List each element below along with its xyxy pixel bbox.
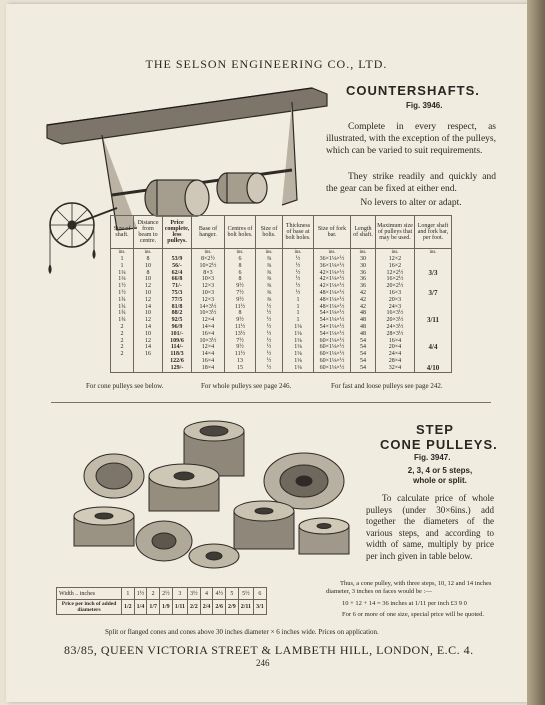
fork-bar-column: 36×1⅛×½ 36×1⅛×½ 42×1⅛×½ 42×1⅛×½ 42×1⅛×½ 48×1⅛×½ 48×1⅛×½ 48×1⅛×½ 54×1⅛×½ 54×1⅛×½ 54×1⅛×½ 54×1⅛×½ 60×1⅛×½ 60×1⅛×½ 60×1⅛×½ 60×1⅛×½ 60×1⅛×½ [314, 256, 351, 372]
price-cell: 3/1 [254, 600, 267, 615]
page-header: THE SELSON ENGINEERING CO., LTD. [145, 57, 388, 71]
unit-cell: ins. [192, 249, 225, 257]
width-cell: 3 [172, 588, 187, 600]
price-cell: 2/2 [188, 600, 201, 615]
col-header: Maximum size of pulleys that may be used. [376, 216, 415, 249]
distance-column: 8 10 8 10 12 10 12 14 10 12 14 10 12 14 16 [134, 256, 163, 372]
catalogue-page [6, 4, 527, 702]
max-pulley-column: 12×2 16×2 12×2½ 16×2½ 20×2½ 16×3 20×3 24×3 16×3½ 20×3½ 24×3½ 28×3½ 16×4 20×4 24×4 28×4 32×4 [376, 256, 415, 372]
size-of-bolts-column: ⅜ ⅜ ⅜ ⅜ ⅜ ⅜ ⅜ ½ ½ ½ ½ ½ ½ ½ ½ ½ ½ [256, 256, 283, 372]
size-of-shaft-column: 1 1 1¼ 1¼ 1½ 1½ 1¾ 1¾ 1¾ 1¾ 2 2 2 2 2 [111, 256, 134, 372]
width-cell: 3½ [188, 588, 201, 600]
width-cell: 1 [122, 588, 135, 600]
split-cones-note: Split or flanged cones and cones above 30 inches diameter × 6 inches wide. Prices on application. [105, 628, 379, 636]
price-cell: 2/4 [200, 600, 213, 615]
price-cell: 1/2 [122, 600, 135, 615]
unit-cell: ins. [351, 249, 376, 257]
width-cell: 4 [200, 588, 213, 600]
col-header: Size of shaft. [111, 216, 134, 249]
base-of-hanger-column: 8×2½ 10×2½ 8×3 10×3 12×3 10×3 12×3 14×3½ 10×3½ 12×4 14×4 16×4 10×3½ 12×4 14×4 16×4 18×4 [192, 256, 225, 372]
col-header: Centres of bolt holes. [225, 216, 256, 249]
price-column: 53/9 56/- 62/4 66/8 71/- 75/3 77/5 81/8 88/2 92/5 96/9 101/- 109/6 114/- 118/3 122/6 129/- [163, 256, 192, 372]
width-cell: 5½ [238, 588, 253, 600]
price-cell: 1/4 [134, 600, 147, 615]
price-cell: 1/11 [172, 600, 187, 615]
price-cell: 2/6 [213, 600, 226, 615]
width-cell: 2½ [160, 588, 173, 600]
thickness-column: ½ ½ ½ ½ ½ ½ 1 1 1 1 1⅛ 1⅛ 1⅛ 1⅛ 1⅛ 1⅛ 1⅛ [283, 256, 314, 372]
price-cell: 1/9 [160, 600, 173, 615]
example-line-1: Thus, a cone pulley, with three steps, 10, 12 and 14 inches diameter, 3 inches on faces would be :— [326, 580, 492, 595]
step-cone-subtitle [390, 466, 490, 486]
width-cell: 1½ [134, 588, 147, 600]
step-cone-subtitle-line-2: whole or split. [413, 476, 467, 485]
step-cone-pulleys-illustration [54, 416, 364, 581]
countershafts-paragraph-3: No levers to alter or adapt. [360, 198, 462, 208]
unit-cell [163, 249, 192, 257]
prices-label: Price per inch of added diameters [57, 600, 122, 615]
unit-cell: ins. [111, 249, 134, 257]
countershafts-spec-table [110, 215, 452, 373]
step-cone-figure-number: Fig. 3947. [414, 453, 451, 462]
unit-cell: ins. [134, 249, 163, 257]
width-cell: 5 [226, 588, 239, 600]
width-cell: 4½ [213, 588, 226, 600]
example-line-2: 10 + 12 + 14 = 36 inches at 1/11 per inch £3 9 0 [342, 600, 467, 607]
price-cell: 2/9 [226, 600, 239, 615]
col-header: Distance from beam to centre. [134, 216, 163, 249]
col-header: Length of shaft. [351, 216, 376, 249]
col-header: Size of fork bar. [314, 216, 351, 249]
bolt-centres-column: 6 8 6 8 9½ 7½ 9½ 11½ 8 9½ 11½ 13½ 7½ 9½ 11½ 13 15 [225, 256, 256, 372]
unit-cell: ins. [256, 249, 283, 257]
widths-label: Width .. inches [57, 588, 122, 600]
countershafts-title: COUNTERSHAFTS. [346, 83, 480, 98]
whole-pulleys-note: For whole pulleys see page 246. [201, 382, 292, 390]
footer-address: 83/85, QUEEN VICTORIA STREET & LAMBETH HILL, LONDON, E.C. 4. [64, 643, 474, 657]
width-cell: 6 [254, 588, 267, 600]
unit-cell: ins. [415, 249, 452, 257]
example-line-3: For 6 or more of one size, special price will be quoted. [342, 611, 485, 618]
countershafts-paragraph-1: Complete in every respect, as illustrated, with the exception of the pulleys, which can be varied to suit requirements. [326, 122, 496, 156]
price-cell: 2/11 [238, 600, 253, 615]
step-cone-subtitle-line-1: 2, 3, 4 or 5 steps, [407, 466, 473, 475]
width-cell: 2 [147, 588, 160, 600]
width-price-table [56, 587, 267, 615]
price-cell: 1/7 [147, 600, 160, 615]
step-cone-title-line-2: CONE PULLEYS. [380, 437, 498, 452]
unit-cell: ins. [283, 249, 314, 257]
unit-cell: ins. [225, 249, 256, 257]
step-cone-paragraph: To calculate price of whole pulleys (under 30×6ins.) add together the diameters of the various steps, and according to width of same, multiply by price per inch given in table below. [366, 493, 494, 561]
col-header: Longer shaft and fork bar, per foot. [415, 216, 452, 249]
col-header: Size of bolts. [256, 216, 283, 249]
step-cone-title-line-1: STEP [416, 422, 454, 437]
unit-cell: ins. [376, 249, 415, 257]
countershafts-figure-number: Fig. 3946. [406, 101, 443, 110]
section-divider [51, 402, 491, 403]
col-header: Thickness of base at bolt holes. [283, 216, 314, 249]
page-number: 246 [256, 658, 270, 668]
col-header: Base of hanger. [192, 216, 225, 249]
longer-shaft-price-column: 3/3 3/7 3/11 4/4 4/10 [415, 256, 452, 372]
countershafts-paragraph-2: They strike readily and quickly and the gear can be fixed at either end. [326, 172, 496, 194]
length-of-shaft-column: 30 30 36 36 36 42 42 42 48 48 48 48 54 54 54 54 54 [351, 256, 376, 372]
col-header: Price complete, less pulleys. [163, 216, 192, 249]
fast-loose-pulleys-note: For fast and loose pulleys see page 242. [331, 382, 443, 390]
cone-pulleys-note: For cone pulleys see below. [86, 382, 164, 390]
book-spine [527, 0, 545, 705]
unit-cell: ins. [314, 249, 351, 257]
